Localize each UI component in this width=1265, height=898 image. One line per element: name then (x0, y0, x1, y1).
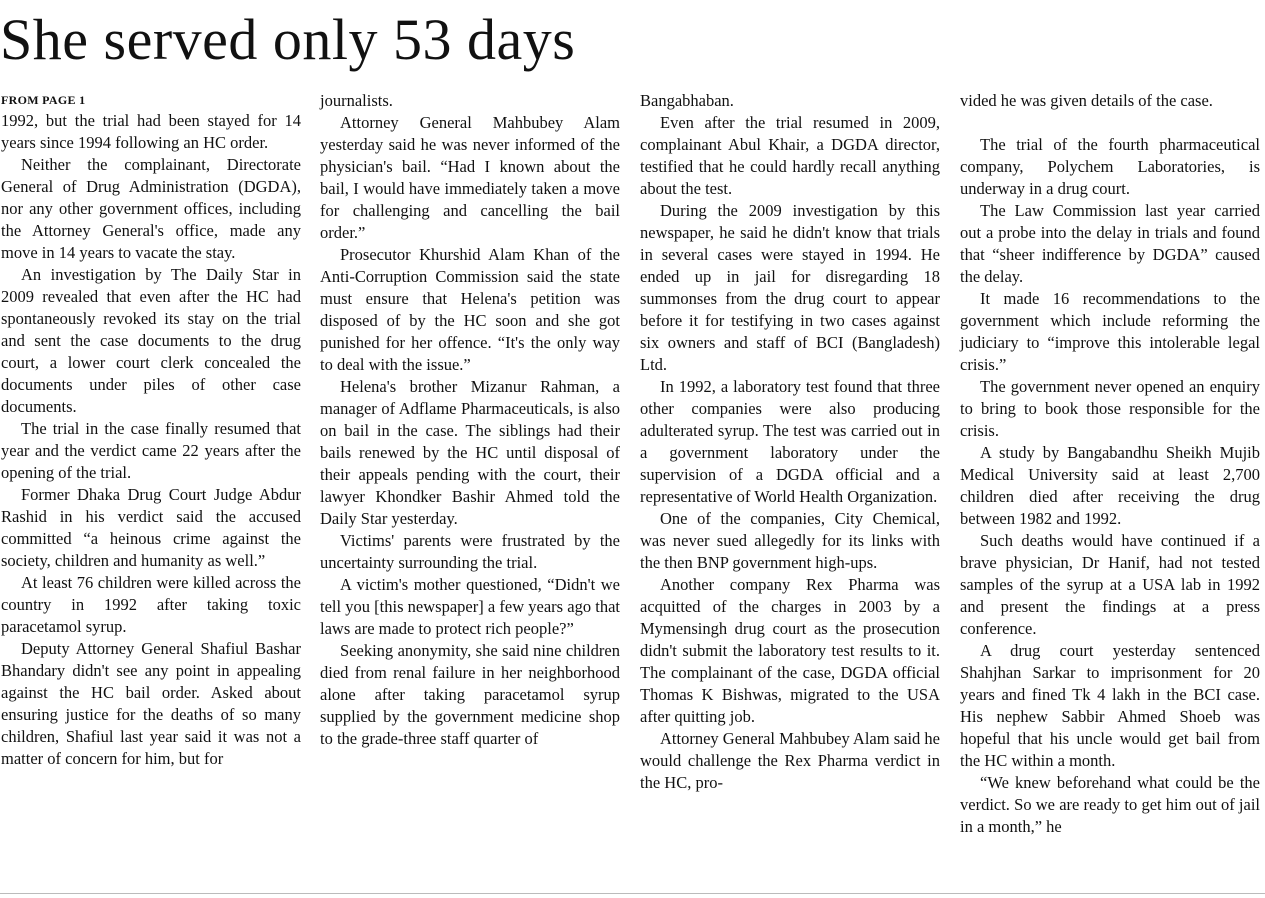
paragraph: In 1992, a laboratory test found that three other companies were also producing adulterated syrup. The test was carried out in a government laboratory under the supervision of a DGDA official and a representative of World Health Organization. (640, 377, 940, 506)
bottom-rule (0, 893, 1265, 894)
paragraph: Bangabhaban. (640, 91, 734, 110)
paragraph: “We knew beforehand what could be the verdict. So we are ready to get him out of jail in a month,” he (960, 773, 1260, 836)
paragraph: The Law Commission last year carried out a probe into the delay in trials and found that “sheer indifference by DGDA” caused the delay. (960, 201, 1260, 286)
paragraph: At least 76 children were killed across the country in 1992 after taking toxic paracetamol syrup. (1, 573, 301, 636)
paragraph: A victim's mother questioned, “Didn't we tell you [this newspaper] a few years ago that laws are made to protect rich people?” (320, 575, 620, 638)
paragraph: Seeking anonymity, she said nine children died from renal failure in her neighborhood alone after taking paracetamol syrup supplied by the government medicine shop to the grade-three staff quarter of (320, 641, 620, 748)
article-column-3 (640, 90, 940, 794)
paragraph: It made 16 recommendations to the government which include reforming the judiciary to “improve this intolerable legal crisis.” (960, 289, 1260, 374)
paragraph: One of the companies, City Chemical, was never sued allegedly for its links with the then BNP government high-ups. (640, 509, 940, 572)
paragraph: Victims' parents were frustrated by the uncertainty surrounding the trial. (320, 531, 620, 572)
article-column-1 (1, 90, 301, 770)
paragraph: The government never opened an enquiry to bring to book those responsible for the crisis. (960, 377, 1260, 440)
paragraph: Even after the trial resumed in 2009, complainant Abul Khair, a DGDA director, testified that he could hardly recall anything about the test. (640, 113, 940, 198)
paragraph: Another company Rex Pharma was acquitted of the charges in 2003 by a Mymensingh drug court as the prosecution didn't submit the laboratory test results to it. The complainant of the case, DGDA official Thomas K Bishwas, migrated to the USA after quitting job. (640, 575, 940, 726)
paragraph: A study by Bangabandhu Sheikh Mujib Medical University said at least 2,700 children died after receiving the drug between 1982 and 1992. (960, 443, 1260, 528)
paragraph: Neither the complainant, Directorate General of Drug Administration (DGDA), nor any other government offices, including the Attorney General's office, made any move in 14 years to vacate the stay. (1, 155, 301, 262)
article-column-4 (960, 90, 1260, 838)
paragraph: journalists. (320, 91, 393, 110)
paragraph: Former Dhaka Drug Court Judge Abdur Rashid in his verdict said the accused committed “a heinous crime against the society, children and humanity as well.” (1, 485, 301, 570)
paragraph: 1992, but the trial had been stayed for 14 years since 1994 following an HC order. (1, 111, 301, 152)
from-page-label: FROM PAGE 1 (1, 93, 86, 107)
article-column-2 (320, 90, 620, 750)
paragraph: The trial of the fourth pharmaceutical company, Polychem Laboratories, is underway in a drug court. (960, 135, 1260, 198)
paragraph: Prosecutor Khurshid Alam Khan of the Anti-Corruption Commission said the state must ensure that Helena's petition was disposed of by the HC soon and she got punished for her offence. “It's the only way to deal with the issue.” (320, 245, 620, 374)
paragraph: A drug court yesterday sentenced Shahjhan Sarkar to imprisonment for 20 years and fined Tk 4 lakh in the BCI case. His nephew Sabbir Ahmed Shoeb was hopeful that his uncle would get bail from the HC within a month. (960, 641, 1260, 770)
paragraph: Helena's brother Mizanur Rahman, a manager of Adflame Pharmaceuticals, is also on bail in the case. The siblings had their bails renewed by the HC until disposal of their appeals pending with the court, their lawyer Khondker Bashir Ahmed told the Daily Star yesterday. (320, 377, 620, 528)
paragraph: During the 2009 investigation by this newspaper, he said he didn't know that trials in several cases were stayed in 1994. He ended up in jail for disregarding 18 summonses from the drug court to appear before it for testifying in two cases against six owners and staff of BCI (Bangladesh) Ltd. (640, 201, 940, 374)
paragraph: vided he was given details of the case. (960, 91, 1213, 110)
paragraph: The trial in the case finally resumed that year and the verdict came 22 years after the opening of the trial. (1, 419, 301, 482)
paragraph: Attorney General Mahbubey Alam said he would challenge the Rex Pharma verdict in the HC, pro- (640, 729, 940, 792)
paragraph: An investigation by The Daily Star in 2009 revealed that even after the HC had spontaneously revoked its stay on the trial and sent the case documents to the drug court, a lower court clerk concealed the documents under piles of other case documents. (1, 265, 301, 416)
paragraph: Such deaths would have continued if a brave physician, Dr Hanif, had not tested samples of the syrup at a USA lab in 1992 and present the findings at a press conference. (960, 531, 1260, 638)
paragraph: Attorney General Mahbubey Alam yesterday said he was never informed of the physician's bail. “Had I known about the bail, I would have immediately taken a move for challenging and cancelling the bail order.” (320, 113, 620, 242)
headline: She served only 53 days (0, 7, 576, 72)
paragraph: Deputy Attorney General Shafiul Bashar Bhandary didn't see any point in appealing against the HC bail order. Asked about ensuring justice for the deaths of so many children, Shafiul last year said it was not a matter of concern for him, but for (1, 639, 301, 768)
